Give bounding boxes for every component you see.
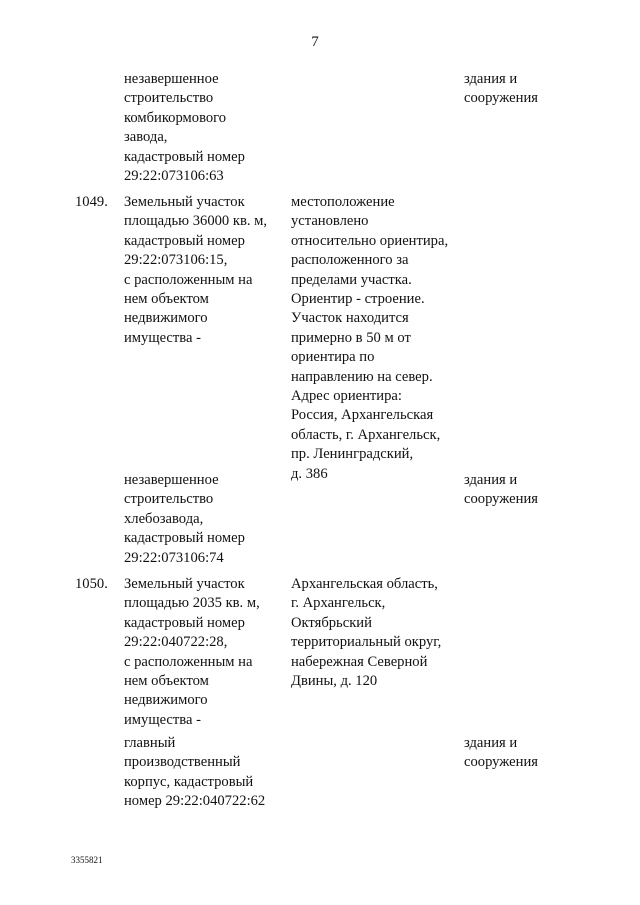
text-line: нем объектом (124, 673, 209, 690)
text-line: недвижимого (124, 692, 208, 709)
text-line: с расположенным на (124, 653, 253, 670)
text-line: ориентира по (291, 349, 375, 366)
text-line: Земельный участок (124, 576, 245, 592)
object-kind (464, 471, 584, 510)
object-description (124, 70, 289, 186)
page-number: 7 (311, 34, 319, 50)
text-line: Архангельская область, (291, 576, 438, 592)
text-line: кадастровый номер (124, 614, 245, 631)
text-line: корпус, кадастровый (124, 773, 254, 790)
text-line: Россия, Архангельская (291, 407, 434, 424)
text-line: набережная Северной (291, 653, 428, 670)
text-line: незавершенное (124, 472, 219, 488)
text-line: область, г. Архангельск, (291, 426, 441, 443)
text-line: пр. Ленинградский, (291, 446, 414, 463)
text-line: сооружения (464, 491, 538, 508)
text-line: 29:22:073106:15, (124, 252, 228, 269)
text-line: кадастровый номер (124, 148, 245, 165)
text-line: номер 29:22:040722:62 (124, 793, 266, 810)
text-line: строительство (124, 90, 214, 107)
text-line: пределами участка. (291, 271, 412, 288)
text-line: Ориентир - строение. (291, 291, 425, 308)
object-description (124, 471, 289, 568)
text-line: незавершенное (124, 71, 219, 87)
text-line: Октябрьский (291, 614, 372, 631)
text-line: кадастровый номер (124, 232, 245, 249)
text-line: главный (124, 735, 176, 751)
text-line: д. 386 (291, 465, 328, 482)
row-number: 1049. (75, 194, 108, 210)
row-number: 1050. (75, 576, 108, 592)
object-kind (464, 70, 584, 109)
object-address (291, 193, 461, 484)
text-line: кадастровый номер (124, 530, 245, 547)
text-line: здания и (464, 472, 518, 488)
text-line: Двины, д. 120 (291, 673, 378, 690)
object-description (124, 193, 289, 348)
text-line: местоположение (291, 194, 395, 210)
text-line: расположенного за (291, 252, 409, 269)
text-line: нем объектом (124, 291, 209, 308)
text-line: относительно ориентира, (291, 232, 449, 249)
document-code: 3355821 (71, 855, 103, 865)
object-description (124, 734, 289, 812)
text-line: 29:22:073106:63 (124, 168, 224, 185)
text-line: недвижимого (124, 310, 208, 327)
text-line: Адрес ориентира: (291, 388, 402, 405)
text-line: Земельный участок (124, 194, 245, 210)
text-line: завода, (124, 129, 168, 146)
text-line: сооружения (464, 90, 538, 107)
text-line: здания и (464, 735, 518, 751)
text-line: производственный (124, 754, 241, 771)
text-line: площадью 36000 кв. м, (124, 213, 268, 230)
text-line: комбикормового (124, 109, 227, 126)
text-line: территориальный округ, (291, 634, 442, 651)
text-line: 29:22:073106:74 (124, 549, 224, 566)
text-line: площадью 2035 кв. м, (124, 595, 260, 612)
text-line: имущества - (124, 711, 201, 728)
text-line: примерно в 50 м от (291, 329, 411, 346)
text-line: с расположенным на (124, 271, 253, 288)
text-line: имущества - (124, 329, 201, 346)
text-line: установлено (291, 213, 369, 230)
text-line: Участок находится (291, 310, 409, 327)
object-kind (464, 734, 584, 773)
object-address (291, 575, 461, 691)
text-line: сооружения (464, 754, 538, 771)
text-line: г. Архангельск, (291, 595, 386, 612)
text-line: здания и (464, 71, 518, 87)
text-line: строительство (124, 491, 214, 508)
object-description (124, 575, 289, 730)
text-line: хлебозавода, (124, 510, 204, 527)
text-line: направлению на север. (291, 368, 433, 385)
text-line: 29:22:040722:28, (124, 634, 228, 651)
